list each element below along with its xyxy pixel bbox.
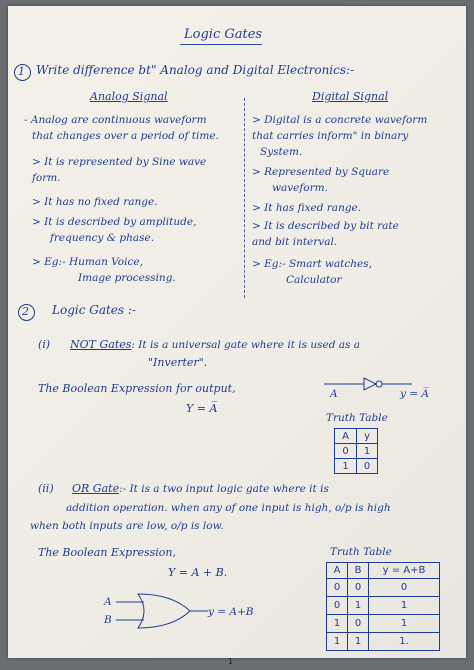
or-gate-symbol xyxy=(116,592,216,632)
page-title: Logic Gates xyxy=(184,27,263,42)
digital-point: System. xyxy=(260,146,303,158)
table-cell: 1 xyxy=(348,597,369,615)
table-header-cell: A xyxy=(327,563,348,579)
or-diagram-input-b: B xyxy=(104,614,112,626)
not-gate-desc: "Inverter". xyxy=(148,356,208,369)
table-cell: 1 xyxy=(335,459,357,474)
table-header-row xyxy=(335,429,378,444)
or-gate-label: (ii) xyxy=(38,482,54,495)
table-cell: 1 xyxy=(357,444,378,459)
table-cell: 0 xyxy=(369,579,440,597)
table-cell: 1 xyxy=(369,615,440,633)
table-header-cell: B xyxy=(348,563,369,579)
table-row xyxy=(327,633,440,651)
analog-point: that changes over a period of time. xyxy=(32,130,219,142)
digital-point: > Eg:- Smart watches, xyxy=(252,258,372,270)
digital-point: > It has fixed range. xyxy=(252,202,362,214)
or-gate-name: OR Gate xyxy=(72,482,120,495)
table-cell: 1 xyxy=(327,633,348,651)
not-diagram-output: y = A̅ xyxy=(400,388,429,400)
digital-point: Calculator xyxy=(286,274,342,286)
table-row xyxy=(327,615,440,633)
not-truth-table-title: Truth Table xyxy=(326,412,388,424)
page-number: 1 xyxy=(228,657,234,666)
analog-point: frequency & phase. xyxy=(50,232,155,244)
analog-point: > It is described by amplitude, xyxy=(32,216,197,228)
question-1-text: Write difference bt" Analog and Digital Electronics:- xyxy=(36,63,355,77)
or-truth-table-title: Truth Table xyxy=(330,546,392,558)
analog-point: > It is represented by Sine wave xyxy=(32,156,207,168)
table-header-cell: A xyxy=(335,429,357,444)
table-row xyxy=(327,579,440,597)
not-expr-label: The Boolean Expression for output, xyxy=(38,382,236,395)
table-cell: 1 xyxy=(369,597,440,615)
not-gate-name: NOT Gates xyxy=(70,338,132,351)
table-cell: 0 xyxy=(348,615,369,633)
table-cell: 1 xyxy=(348,633,369,651)
digital-heading: Digital Signal xyxy=(312,90,389,103)
analog-point: > Eg:- Human Voice, xyxy=(32,256,143,268)
table-cell: 1. xyxy=(369,633,440,651)
analog-point: > It has no fixed range. xyxy=(32,196,158,208)
or-diagram-input-a: A xyxy=(104,596,112,608)
title-underline xyxy=(180,44,262,45)
digital-point: > Digital is a concrete waveform xyxy=(252,114,428,126)
or-gate-line: OR Gate:- It is a two input logic gate where it is xyxy=(72,482,329,495)
analog-point: form. xyxy=(32,172,61,184)
not-truth-table xyxy=(334,428,378,474)
table-cell: 0 xyxy=(335,444,357,459)
or-expr-label: The Boolean Expression, xyxy=(38,546,176,559)
digital-point: that carries inform" in binary xyxy=(252,130,409,142)
table-cell: 1 xyxy=(327,615,348,633)
analog-point: - Analog are continuous waveform xyxy=(24,114,207,126)
table-cell: 0 xyxy=(348,579,369,597)
not-gate-label: (i) xyxy=(38,338,51,351)
column-divider xyxy=(244,98,245,298)
or-gate-desc: when both inputs are low, o/p is low. xyxy=(30,520,224,532)
not-gate-line: NOT Gates: It is a universal gate where it is used as a xyxy=(70,338,361,351)
analog-heading: Analog Signal xyxy=(90,90,168,103)
digital-point: waveform. xyxy=(272,182,328,194)
not-diagram-input: A xyxy=(330,388,338,400)
or-diagram-output: y = A+B xyxy=(208,606,254,618)
analog-point: Image processing. xyxy=(78,272,176,284)
table-cell: 0 xyxy=(327,579,348,597)
table-row xyxy=(335,459,378,474)
table-cell: 0 xyxy=(327,597,348,615)
table-row xyxy=(327,597,440,615)
digital-point: and bit interval. xyxy=(252,236,338,248)
table-header-cell: y xyxy=(357,429,378,444)
or-gate-desc: addition operation. when any of one input is high, o/p is high xyxy=(66,502,391,514)
table-header-row xyxy=(327,563,440,579)
question-2-number: 2 xyxy=(22,305,29,318)
question-2-heading: Logic Gates :- xyxy=(52,303,136,317)
notebook-page xyxy=(8,6,466,658)
or-truth-table xyxy=(326,562,440,651)
table-row xyxy=(335,444,378,459)
table-header-cell: y = A+B xyxy=(369,563,440,579)
question-1-number: 1 xyxy=(18,65,25,78)
digital-point: > It is described by bit rate xyxy=(252,220,399,232)
not-expr: Y = A̅ xyxy=(186,402,218,415)
digital-point: > Represented by Square xyxy=(252,166,390,178)
or-expr: Y = A + B. xyxy=(168,566,228,579)
table-cell: 0 xyxy=(357,459,378,474)
